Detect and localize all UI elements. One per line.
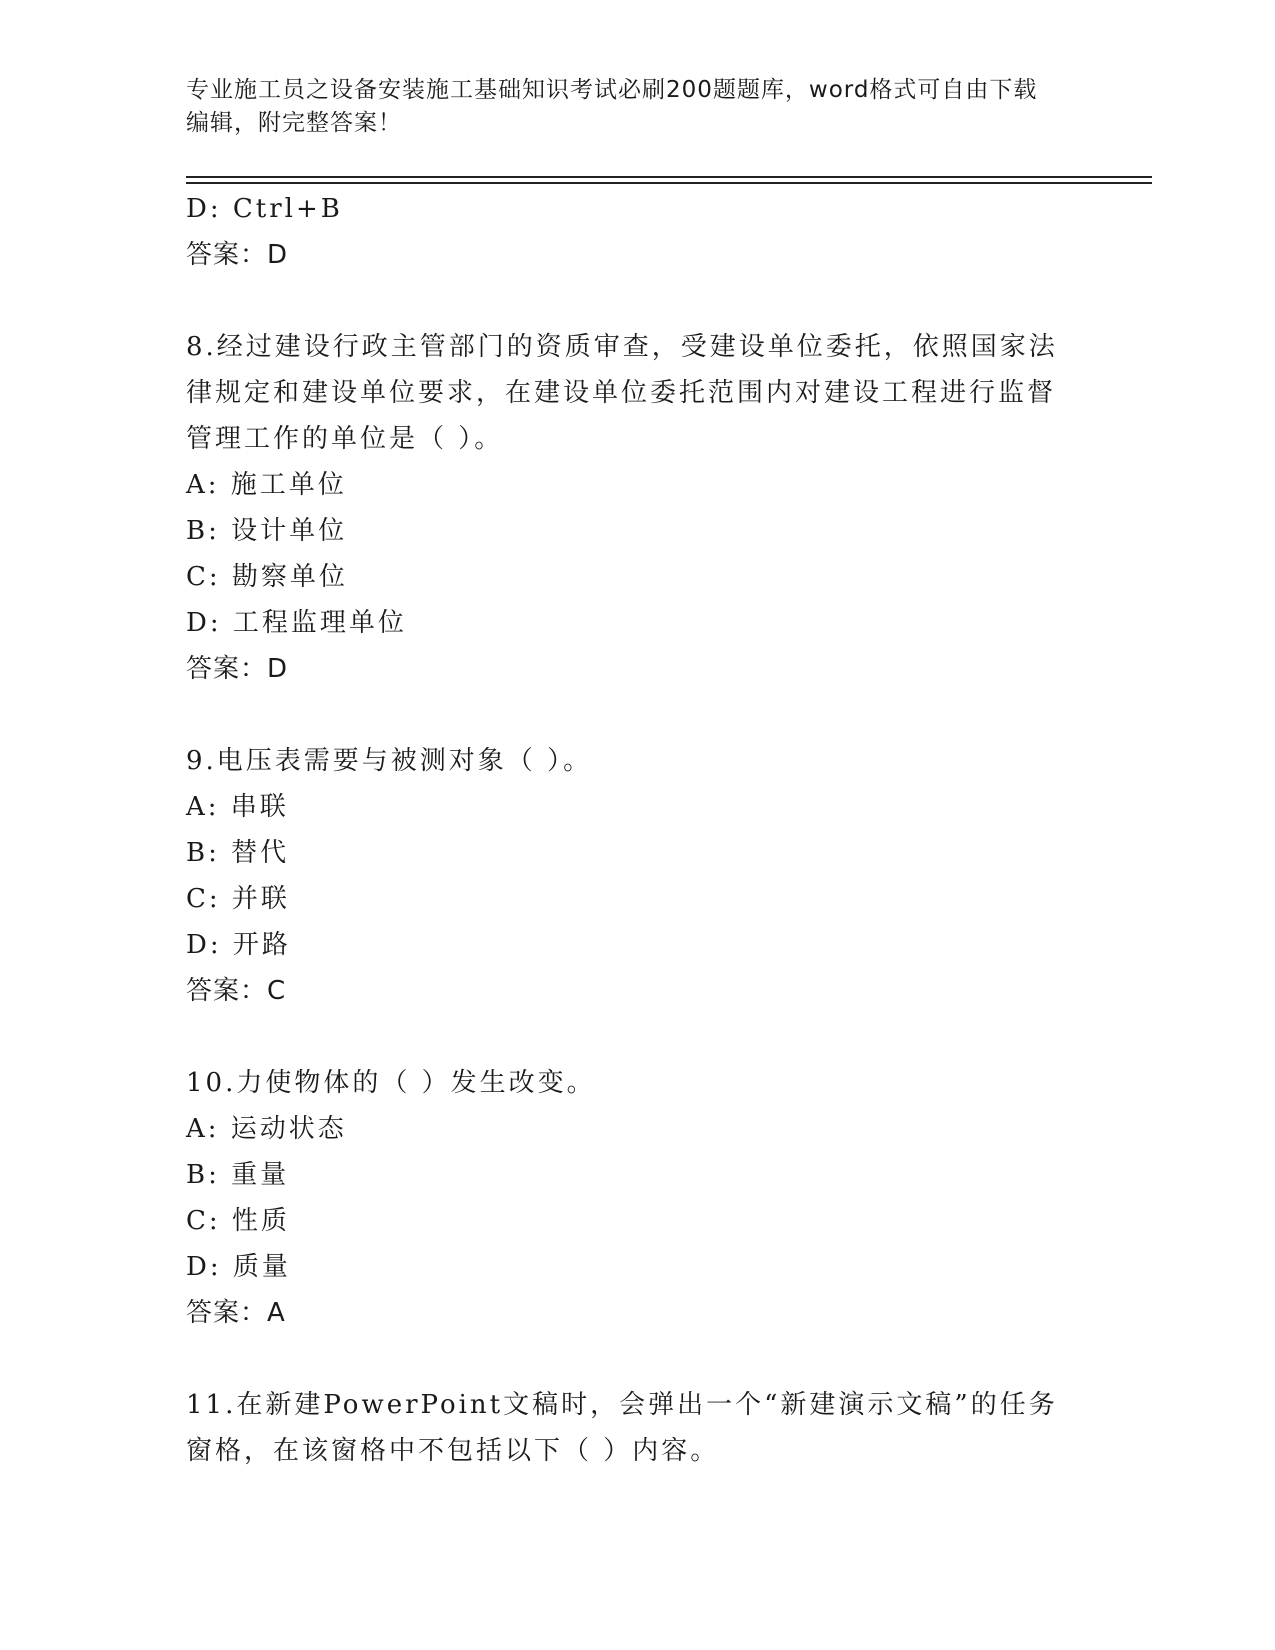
- q9-option-d: D: 开路: [186, 930, 291, 960]
- header-title-line-1: 专业施工员之设备安装施工基础知识考试必刷200题题库，word格式可自由下载: [186, 77, 1038, 103]
- q8-text-line-1: 8.经过建设行政主管部门的资质审查，受建设单位委托，依照国家法: [186, 332, 1058, 362]
- spacer: [186, 692, 1066, 738]
- q9-option-c: C: 并联: [186, 884, 290, 914]
- q8-text-line-3: 管理工作的单位是（ ）。: [186, 424, 504, 454]
- spacer: [186, 1014, 1066, 1060]
- header-title-line-2: 编辑，附完整答案！: [186, 110, 402, 136]
- q8-option-a: A: 施工单位: [186, 470, 347, 500]
- q9-answer: 答案：C: [186, 976, 287, 1006]
- q10-option-b: B: 重量: [186, 1160, 290, 1190]
- q9-text: 9.电压表需要与被测对象（ ）。: [186, 746, 593, 776]
- spacer: [186, 278, 1066, 324]
- header-divider-top: [186, 176, 1152, 178]
- header-divider-bottom: [186, 182, 1152, 184]
- question-list: [186, 186, 1066, 1474]
- q8-option-d: D: 工程监理单位: [186, 608, 407, 638]
- q10-option-c: C: 性质: [186, 1206, 290, 1236]
- q10-text: 10.力使物体的（ ）发生改变。: [186, 1068, 596, 1098]
- q8-answer: 答案：D: [186, 654, 289, 684]
- prev-answer: 答案：D: [186, 240, 289, 270]
- q10-option-a: A: 运动状态: [186, 1114, 347, 1144]
- q10-answer: 答案：A: [186, 1298, 286, 1328]
- document-header: [186, 74, 1066, 140]
- q9-option-a: A: 串联: [186, 792, 289, 822]
- prev-option-d: D: Ctrl+B: [186, 194, 343, 224]
- q11-text-line-2: 窗格，在该窗格中不包括以下（ ）内容。: [186, 1436, 720, 1466]
- spacer: [186, 1336, 1066, 1382]
- q8-text-line-2: 律规定和建设单位要求，在建设单位委托范围内对建设工程进行监督: [186, 378, 1057, 408]
- q11-text-line-1: 11.在新建PowerPoint文稿时，会弹出一个“新建演示文稿”的任务: [186, 1390, 1058, 1420]
- q8-option-b: B: 设计单位: [186, 516, 348, 546]
- q10-option-d: D: 质量: [186, 1252, 291, 1282]
- q9-option-b: B: 替代: [186, 838, 290, 868]
- q8-option-c: C: 勘察单位: [186, 562, 348, 592]
